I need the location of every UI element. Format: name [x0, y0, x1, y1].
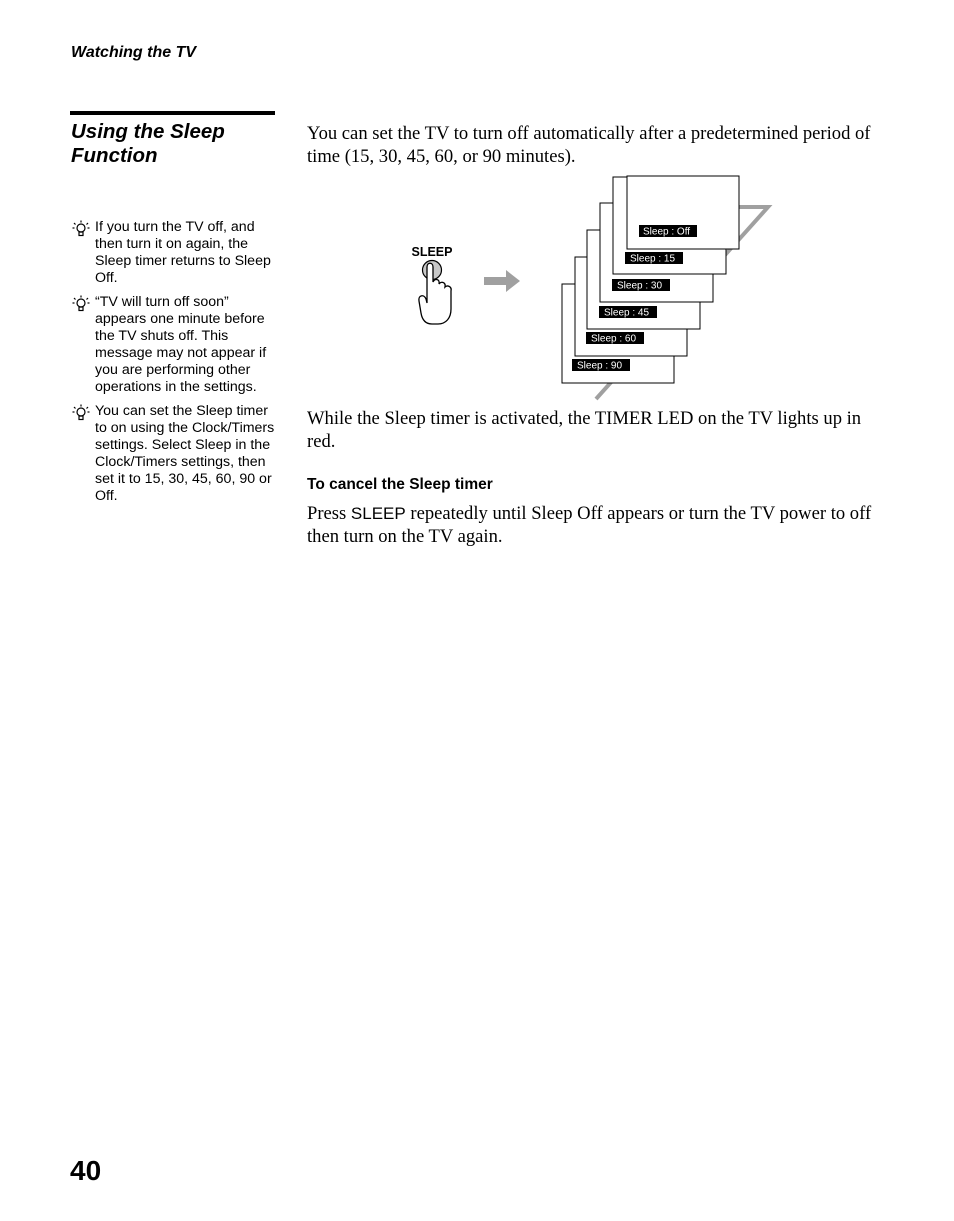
sleep-setting-label: Sleep : 30 — [617, 280, 663, 292]
tip-text: If you turn the TV off, and then turn it on again, the Sleep timer returns to Sleep Off. — [95, 219, 271, 286]
cancel-rest-text: repeatedly until Sleep Off appears or turn the TV power to off then turn on the TV again. — [307, 503, 872, 547]
tip-item — [72, 294, 277, 396]
pointing-hand-icon — [419, 261, 451, 325]
lightbulb-icon — [72, 220, 90, 237]
lightbulb-icon — [72, 295, 90, 312]
sleep-setting-label: Sleep : 60 — [591, 333, 637, 345]
sleep-timer-illustration — [400, 175, 780, 405]
page-title: Using the Sleep Function — [71, 120, 225, 167]
sleep-key-label: SLEEP — [350, 504, 406, 523]
lightbulb-icon — [72, 404, 90, 421]
tip-item — [72, 219, 277, 287]
sleep-setting-label: Sleep : 45 — [604, 307, 650, 319]
led-paragraph: While the Sleep timer is activated, the TIMER LED on the TV lights up in red. — [307, 408, 862, 452]
sleep-setting-label: Sleep : Off — [643, 226, 691, 238]
sleep-button-label: SLEEP — [411, 245, 453, 259]
sleep-screen — [627, 176, 739, 249]
section-header: Watching the TV — [71, 44, 197, 61]
title-rule — [70, 111, 275, 115]
cancel-paragraph — [307, 502, 887, 548]
tip-text: “TV will turn off soon” appears one minute before the TV shuts off. This message may not appear if you are performing other operations in the settings. — [95, 294, 267, 395]
tip-text: You can set the Sleep timer to on using the Clock/Timers settings. Select Sleep in the Clock/Timers settings, then set it to 15, 30, 45, 60, 90 or Off. — [95, 403, 275, 504]
intro-paragraph: You can set the TV to turn off automatically after a predetermined period of time (15, 30, 45, 60, or 90 minutes). — [307, 123, 871, 167]
cancel-press-text: Press — [307, 503, 347, 524]
sleep-setting-label: Sleep : 90 — [577, 360, 623, 372]
tip-item — [72, 403, 277, 505]
page-number: 40 — [70, 1155, 102, 1186]
sleep-setting-label: Sleep : 15 — [630, 253, 676, 265]
tips-column — [72, 219, 277, 512]
arrow-right-icon — [484, 270, 520, 292]
cancel-heading: To cancel the Sleep timer — [307, 476, 493, 493]
